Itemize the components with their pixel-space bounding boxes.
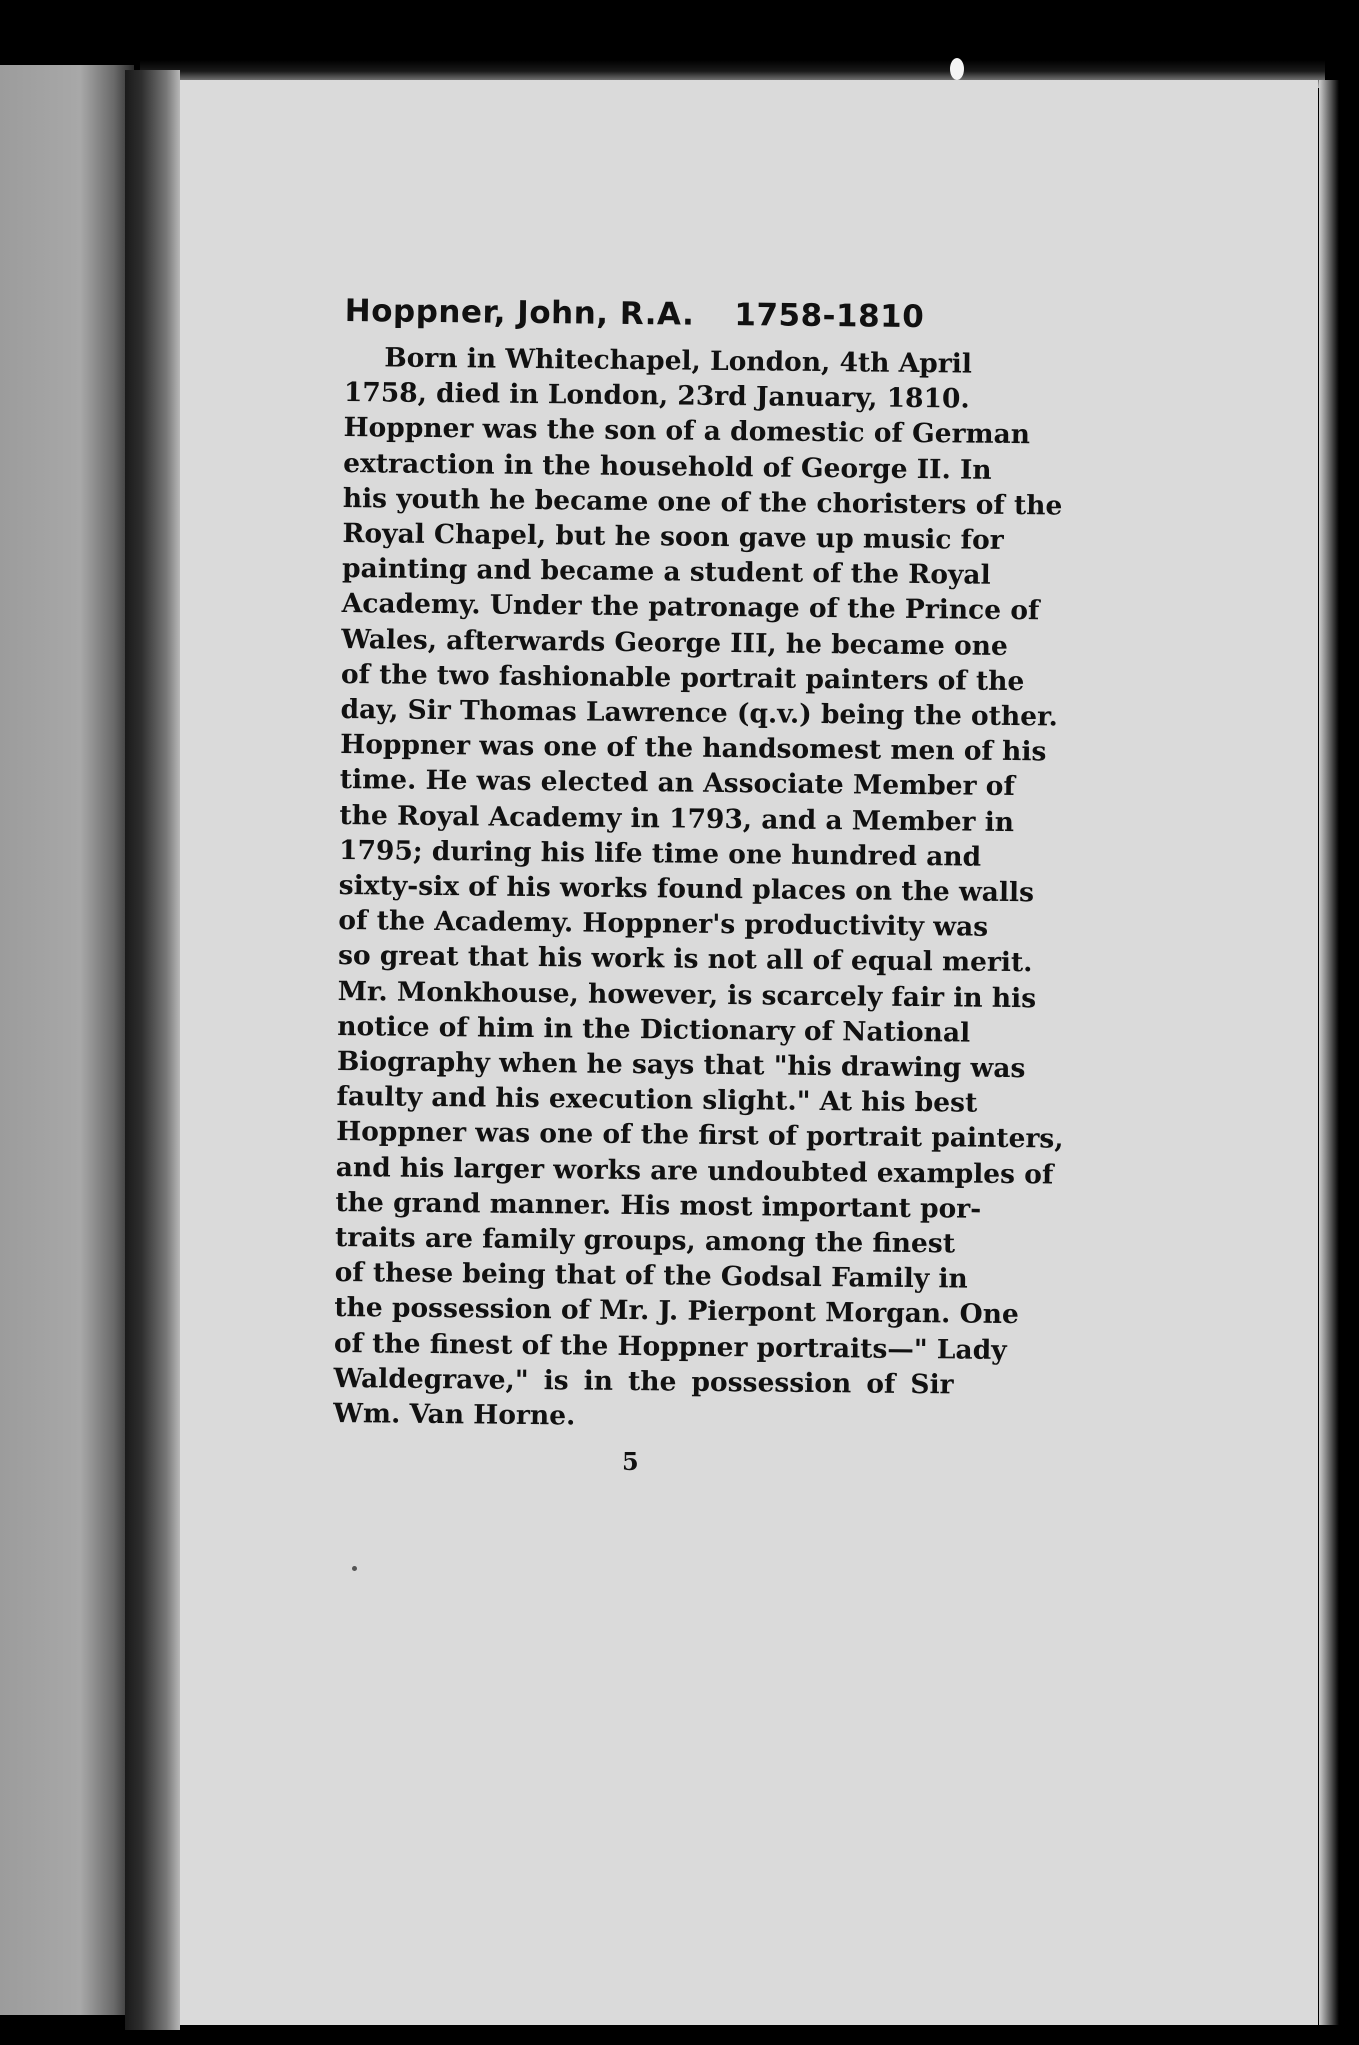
body-line: Hoppner was one of the first of portrait painters,: [336, 1116, 1064, 1156]
page-number: 5: [622, 1447, 639, 1476]
body-line: sixty-six of his works found places on the walls: [338, 870, 1035, 909]
body-line: 1795; during his life time one hundred and: [338, 834, 982, 873]
body-line: Born in Whitechapel, London, 4th April: [384, 342, 973, 380]
body-line: Mr. Monkhouse, however, is scarcely fair in his: [337, 975, 1037, 1014]
body-line: of these being that of the Godsal Family in: [334, 1257, 968, 1295]
entry-heading: [345, 290, 965, 338]
body-line: his youth he became one of the choristers of the: [342, 482, 1063, 522]
body-line: and his larger works are undoubted examples of: [335, 1151, 1054, 1191]
biography-entry: [333, 290, 1064, 1438]
body-line: Waldegrave," is in the possession of Sir: [333, 1362, 954, 1401]
ink-speck: [352, 1566, 357, 1571]
page-right-edge: [1319, 80, 1339, 2025]
body-line: extraction in the household of George II. In: [343, 447, 992, 486]
body-line: of the finest of the Hoppner portraits—" Lady: [333, 1327, 1007, 1366]
body-line: Wales, afterwards George III, he became one: [341, 623, 1009, 662]
scan-speck: [950, 58, 964, 80]
body-line: Academy. Under the patronage of the Prince of: [341, 588, 1040, 627]
body-line: the grand manner. His most important por-: [335, 1186, 982, 1225]
body-line: of the Academy. Hoppner's productivity was: [338, 905, 989, 944]
body-line: traits are family groups, among the finest: [334, 1222, 956, 1260]
body-line: so great that his work is not all of equal merit.: [337, 940, 1033, 979]
facing-page-edge: [0, 65, 134, 2015]
body-line: time. He was elected an Associate Member of: [339, 764, 1016, 803]
body-line: Hoppner was one of the handsomest men of his: [340, 729, 1047, 768]
body-line: notice of him in the Dictionary of National: [337, 1010, 971, 1049]
body-line: painting and became a student of the Royal: [341, 553, 991, 591]
body-line: the possession of Mr. J. Pierpont Morgan. One: [334, 1292, 1019, 1331]
body-line: Wm. Van Horne.: [333, 1398, 576, 1432]
entry-heading-years: 1758-1810: [734, 297, 925, 336]
body-line: day, Sir Thomas Lawrence (q.v.) being the other.: [340, 694, 1058, 733]
body-line: 1758, died in London, 23rd January, 1810.: [343, 377, 970, 415]
body-line: the Royal Academy in 1793, and a Member in: [339, 799, 1015, 838]
entry-heading-name: Hoppner, John, R.A.: [344, 292, 695, 333]
body-line: Royal Chapel, but he soon gave up music for: [342, 518, 1004, 556]
book-spine-shadow: [125, 70, 180, 2030]
body-line: Hoppner was the son of a domestic of German: [343, 412, 1031, 451]
body-line: of the two fashionable portrait painters of the: [340, 658, 1025, 697]
body-line: faulty and his execution slight." At his best: [336, 1081, 978, 1119]
body-line: Biography when he says that "his drawing was: [336, 1046, 1026, 1085]
